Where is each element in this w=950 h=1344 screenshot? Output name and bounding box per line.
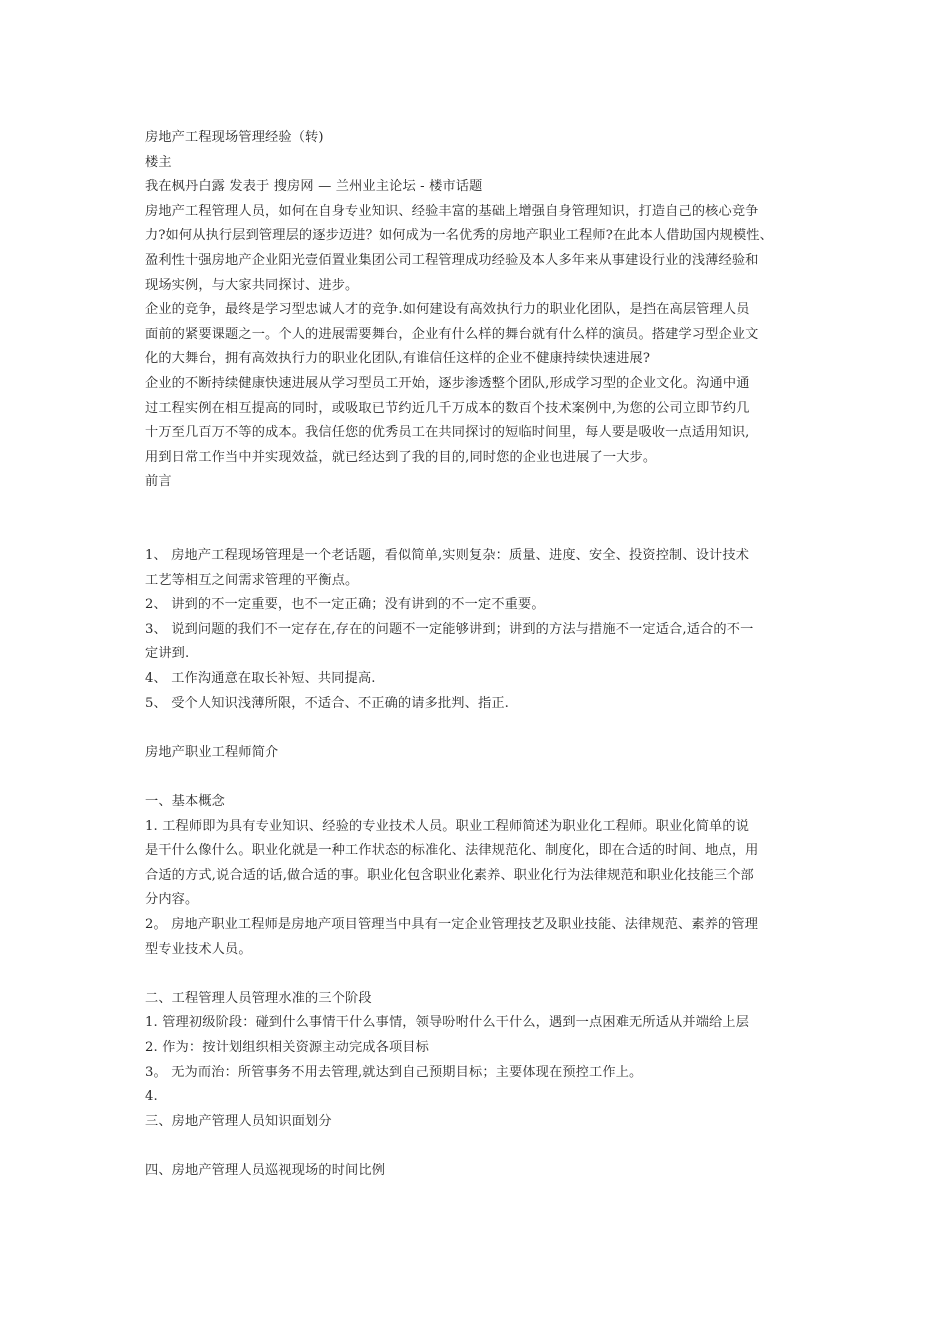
intro-line: 企业的不断持续健康快速进展从学习型员工开始，逐步渗透整个团队,形成学习型的企业文化。沟通中通 xyxy=(145,375,750,391)
spacer xyxy=(145,520,815,545)
spacer xyxy=(145,716,815,741)
intro-line: 盈利性十强房地产企业阳光壹佰置业集团公司工程管理成功经验及本人多年来从事建设行业的浅薄经验和 xyxy=(145,252,759,268)
intro-line: 面前的紧要课题之一。个人的进展需要舞台，企业有什么样的舞台就有什么样的演员。搭建学习型企业文 xyxy=(145,326,759,342)
section-line: 是干什么像什么。职业化就是一种工作状态的标准化、法律规范化、制度化，即在合适的时间、地点，用 xyxy=(145,843,759,859)
spacer xyxy=(145,1134,815,1159)
section-line: 2。 房地产职业工程师是房地产项目管理当中具有一定企业管理技艺及职业技能、法律规范、素养的管理 xyxy=(145,917,759,932)
intro-line: 十万至几百万不等的成本。我信任您的优秀员工在共同探讨的短临时间里，每人要是吸收一点适用知识, xyxy=(145,425,750,441)
spacer xyxy=(145,495,815,520)
profile-heading: 房地产职业工程师简介 xyxy=(145,744,279,760)
preface-item: 2、 讲到的不一定重要，也不一定正确；没有讲到的不一定不重要。 xyxy=(145,597,545,613)
document-body xyxy=(145,126,815,1184)
intro-line: 过工程实例在相互提高的同时，或吸取已节约近几千万成本的数百个技术案例中,为您的公司立即节约几 xyxy=(145,400,750,416)
intro-line: 房地产工程管理人员，如何在自身专业知识、经验丰富的基础上增强自身管理知识，打造自己的核心竞争 xyxy=(145,203,759,219)
preface-item: 4、 工作沟通意在取长补短、共同提高. xyxy=(145,671,376,687)
preface-heading: 前言 xyxy=(145,474,172,490)
document-title: 房地产工程现场管理经验（转) xyxy=(145,130,324,145)
preface-item: 工艺等相互之间需求管理的平衡点。 xyxy=(145,572,359,588)
section-line: 3。 无为而治：所管事务不用去管理,就达到自己预期目标；主要体现在预控工作上。 xyxy=(145,1064,643,1080)
spacer xyxy=(145,765,815,790)
intro-line: 现场实例，与大家共同探讨、进步。 xyxy=(145,277,359,293)
intro-line: 力?如何从执行层到管理层的逐步迈进？如何成为一名优秀的房地产职业工程师?在此本人借助国内规模性、 xyxy=(145,228,773,244)
section-heading: 二、工程管理人员管理水准的三个阶段 xyxy=(145,990,372,1006)
section-line: 4. xyxy=(145,1089,158,1105)
intro-line: 企业的竞争，最终是学习型忠诚人才的竞争.如何建设有高效执行力的职业化团队，是挡在高层管理人员 xyxy=(145,302,750,318)
intro-line: 化的大舞台，拥有高效执行力的职业化团队,有谁信任这样的企业不健康持续快速进展? xyxy=(145,351,651,367)
section-line: 2. 作为：按计划组织相关资源主动完成各项目标 xyxy=(145,1039,429,1055)
spacer xyxy=(145,962,815,987)
section-line: 合适的方式,说合适的话,做合适的事。职业化包含职业化素养、职业化行为法律规范和职业化技能三个部 xyxy=(145,867,754,883)
section-line: 型专业技术人员。 xyxy=(145,941,252,957)
preface-item: 5、 受个人知识浅薄所限，不适合、不正确的请多批判、指正. xyxy=(145,695,509,711)
preface-item: 3、 说到问题的我们不一定存在,存在的问题不一定能够讲到；讲到的方法与措施不一定适合,适合的不一 xyxy=(145,621,754,637)
section-heading: 四、房地产管理人员巡视现场的时间比例 xyxy=(145,1162,386,1178)
post-byline: 我在枫丹白露 发表于 搜房网 — 兰州业主论坛 - 楼市话题 xyxy=(145,179,483,195)
section-line: 1. 工程师即为具有专业知识、经验的专业技术人员。职业工程师简述为职业化工程师。职业化简单的说 xyxy=(145,818,750,834)
preface-item: 1、 房地产工程现场管理是一个老话题，看似简单,实则复杂：质量、进度、安全、投资控制、设计技术 xyxy=(145,548,750,564)
section-line: 1. 管理初级阶段：碰到什么事情干什么事情，领导吩咐什么干什么，遇到一点困难无所适从并端给上层 xyxy=(145,1015,750,1031)
preface-item: 定讲到. xyxy=(145,646,190,662)
section-line: 分内容。 xyxy=(145,892,199,908)
intro-line: 用到日常工作当中并实现效益，就已经达到了我的目的,同时您的企业也进展了一大步。 xyxy=(145,449,657,465)
post-role: 楼主 xyxy=(145,154,172,170)
section-heading: 三、房地产管理人员知识面划分 xyxy=(145,1113,332,1129)
section-heading: 一、基本概念 xyxy=(145,794,226,810)
